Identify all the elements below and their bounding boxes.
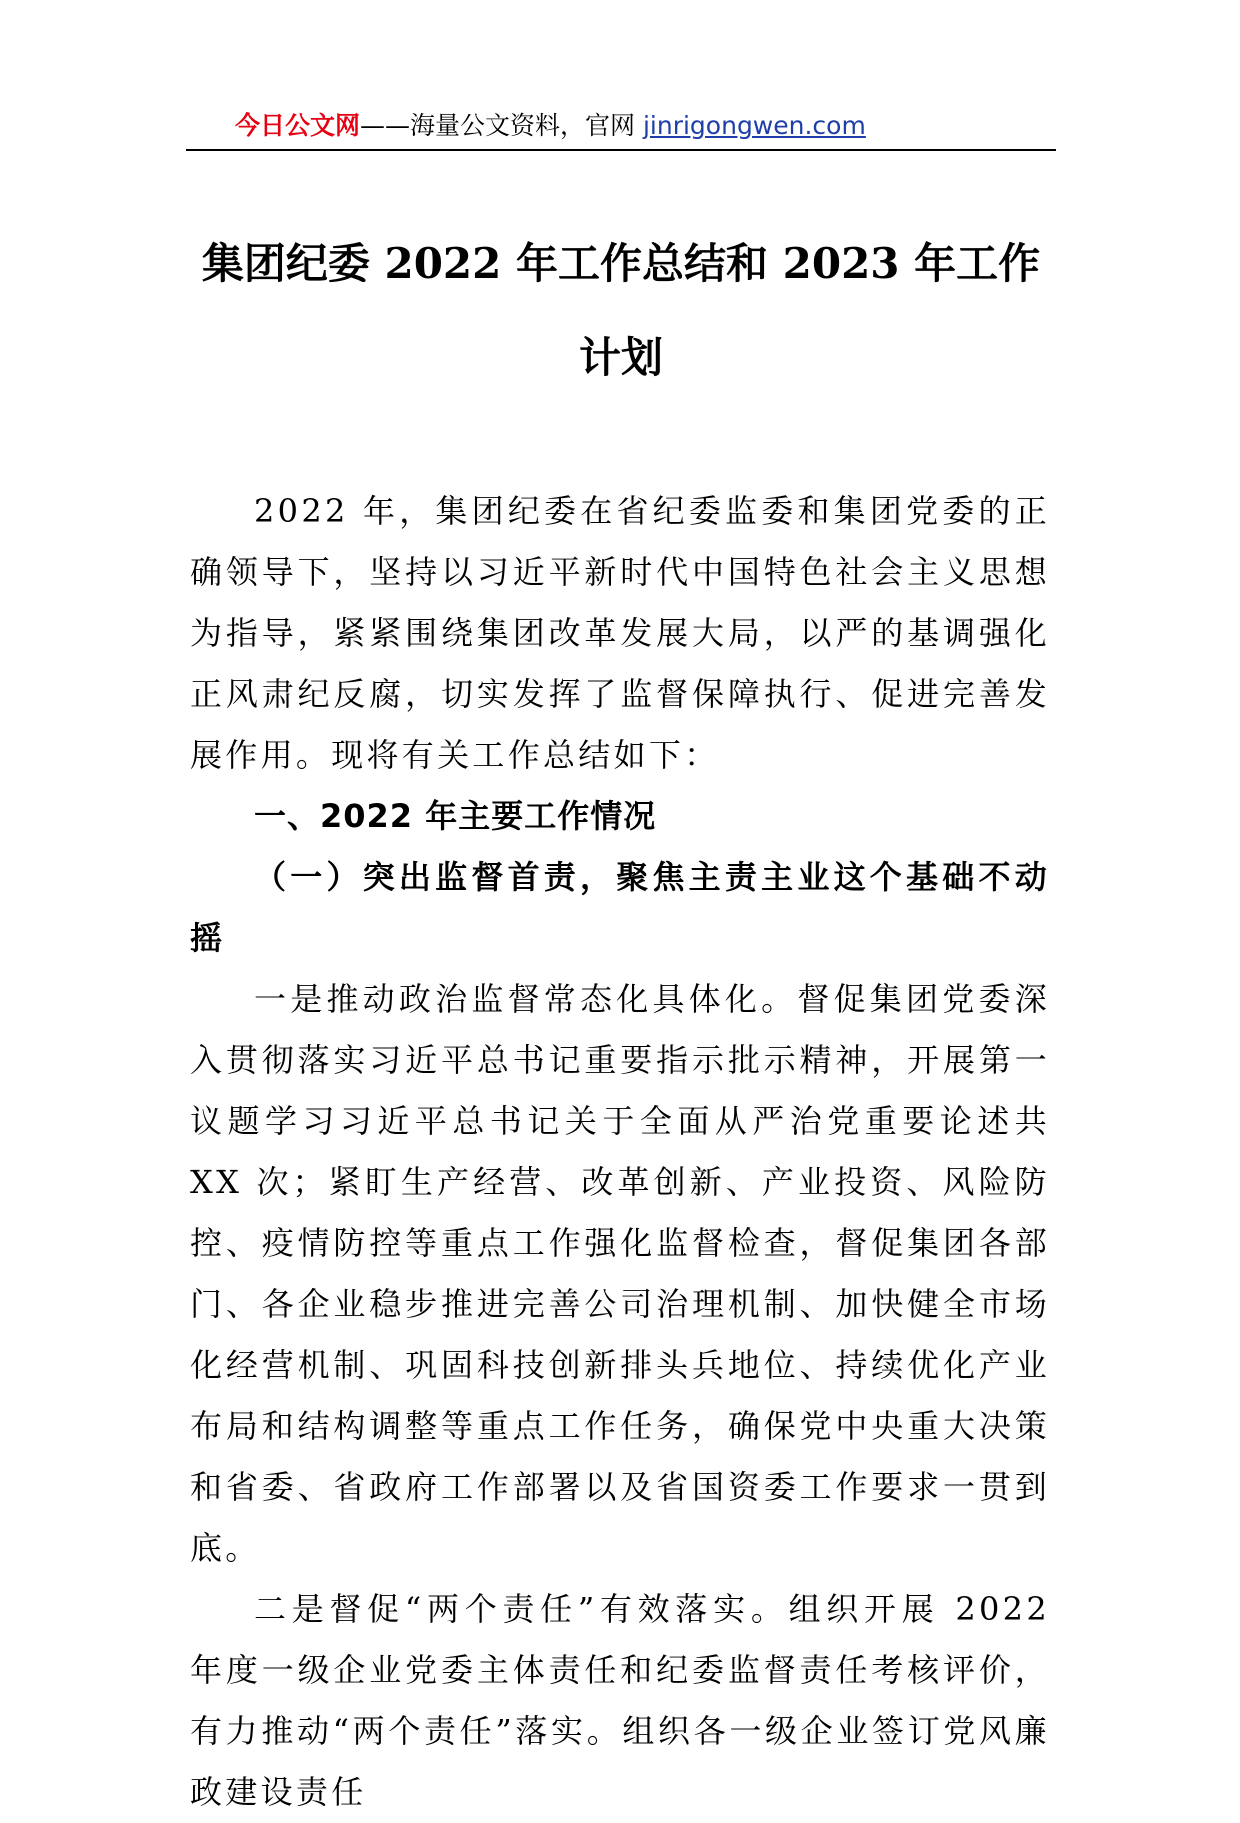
body-paragraph: 一是推动政治监督常态化具体化。督促集团党委深入贯彻落实习近平总书记重要指示批示精神，开展第一议题学习习近平总书记关于全面从严治党重要论述共 XX 次；紧盯生产经营、改革创新、产业投资、风险防控、疫情防控等重点工作强化监督检查，督促集团各部门、各企业稳步推进完善公司治理机制、加快健全市场化经营机制、巩固科技创新排头兵地位、持续优化产业布局和结构调整等重点工作任务，确保党中央重大决策和省委、省政府工作部署以及省国资委工作要求一贯到底。 (190, 980, 1050, 1567)
body-paragraph: 二是督促“两个责任”有效落实。组织开展 2022 年度一级企业党委主体责任和纪委监督责任考核评价，有力推动“两个责任”落实。组织各一级企业签订党风廉政建设责任 (190, 1590, 1050, 1811)
site-header (235, 108, 866, 144)
site-brand[interactable]: 今日公文网 (235, 111, 361, 140)
document-title-line-2: 计划 (578, 333, 663, 382)
intro-paragraph: 2022 年，集团纪委在省纪委监委和集团党委的正确领导下，坚持以习近平新时代中国特色社会主义思想为指导，紧紧围绕集团改革发展大局，以严的基调强化正风肃纪反腐，切实发挥了监督保障执行、促进完善发展作用。现将有关工作总结如下： (190, 492, 1050, 774)
subsection-heading: （一）突出监督首责，聚焦主责主业这个基础不动摇 (190, 858, 1050, 957)
header-divider (186, 149, 1056, 151)
section-heading: 一、2022 年主要工作情况 (254, 797, 657, 835)
document-body (190, 481, 1050, 1823)
site-url-link[interactable]: jinrigongwen.com (642, 111, 866, 140)
document-title-line-1: 集团纪委 2022 年工作总结和 2023 年工作 (201, 239, 1041, 288)
site-tagline: ——海量公文资料，官网 (360, 111, 643, 140)
